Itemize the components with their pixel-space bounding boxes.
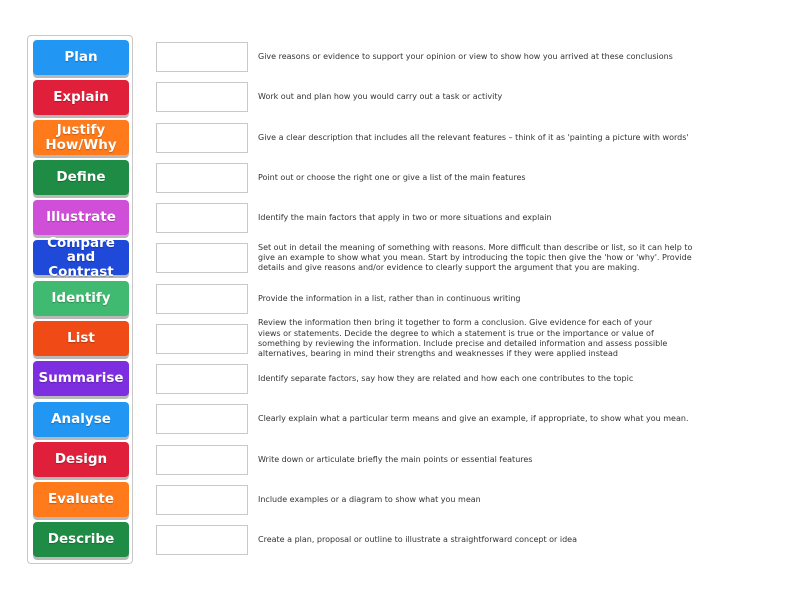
definition-label: Identify the main factors that apply in two or more situations and explain — [258, 212, 552, 222]
definition-text — [258, 42, 778, 72]
definition-label: Review the information then bring it together to form a conclusion. Give evidence for each of your views or statements. Decide the degree to which a statement is true or the importance or value of something by reviewing the information. Include precise and detailed information and assess possible alternatives, bearing in mind their strengths and weaknesses if they were applied instead — [258, 318, 668, 359]
term-tile-define[interactable]: Define — [33, 160, 129, 195]
term-tile-plan[interactable]: Plan — [33, 40, 129, 75]
drop-slot[interactable] — [156, 404, 248, 434]
drop-slot[interactable] — [156, 525, 248, 555]
drop-slot[interactable] — [156, 485, 248, 515]
definition-label: Point out or choose the right one or give a list of the main features — [258, 172, 526, 182]
term-tile-evaluate[interactable]: Evaluate — [33, 482, 129, 517]
drop-slot[interactable] — [156, 203, 248, 233]
drop-slot[interactable] — [156, 284, 248, 314]
definition-label: Include examples or a diagram to show what you mean — [258, 494, 481, 504]
term-tile-compare-and-contrast[interactable]: Compare and Contrast — [33, 240, 129, 275]
definition-text — [258, 123, 778, 153]
drop-slot[interactable] — [156, 82, 248, 112]
drop-slot[interactable] — [156, 123, 248, 153]
definition-label: Identify separate factors, say how they are related and how each one contributes to the topic — [258, 373, 634, 383]
definition-label: Set out in detail the meaning of something with reasons. More difficult than describe or list, so it can help to give an example to show what you mean. Start by introducing the topic then give the 'how or 'why'. Provide details and give reasons and/or evidence to clearly support the argument that you are making. — [258, 242, 693, 273]
definition-text — [258, 525, 778, 555]
definition-text — [258, 445, 778, 475]
definition-label: Give reasons or evidence to support your opinion or view to show how you arrived at these conclusions — [258, 51, 673, 61]
definition-label: Work out and plan how you would carry out a task or activity — [258, 91, 503, 101]
term-tile-describe[interactable]: Describe — [33, 522, 129, 557]
definition-label: Give a clear description that includes all the relevant features – think of it as 'painting a picture with words' — [258, 132, 689, 142]
term-tile-explain[interactable]: Explain — [33, 80, 129, 115]
definition-label: Provide the information in a list, rather than in continuous writing — [258, 293, 521, 303]
definition-text — [258, 364, 778, 394]
definition-label: Clearly explain what a particular term means and give an example, if appropriate, to show what you mean. — [258, 413, 689, 423]
definition-text — [258, 284, 778, 314]
term-tile-justify-how-why[interactable]: Justify How/Why — [33, 120, 129, 155]
definition-text — [258, 404, 778, 434]
definition-text — [258, 485, 778, 515]
term-tile-list[interactable]: List — [33, 321, 129, 356]
term-tile-identify[interactable]: Identify — [33, 281, 129, 316]
definition-label: Write down or articulate briefly the main points or essential features — [258, 454, 533, 464]
definition-label: Create a plan, proposal or outline to illustrate a straightforward concept or idea — [258, 534, 577, 544]
term-tile-analyse[interactable]: Analyse — [33, 402, 129, 437]
definition-text — [258, 203, 778, 233]
drop-slot[interactable] — [156, 42, 248, 72]
definition-text — [258, 319, 668, 359]
drop-slot[interactable] — [156, 324, 248, 354]
drop-slot[interactable] — [156, 163, 248, 193]
definition-text — [258, 163, 778, 193]
drop-slot[interactable] — [156, 364, 248, 394]
term-tile-summarise[interactable]: Summarise — [33, 361, 129, 396]
definition-text — [258, 243, 698, 273]
drop-slot[interactable] — [156, 445, 248, 475]
definition-text — [258, 82, 778, 112]
term-tile-illustrate[interactable]: Illustrate — [33, 200, 129, 235]
drop-slot[interactable] — [156, 243, 248, 273]
term-tile-design[interactable]: Design — [33, 442, 129, 477]
